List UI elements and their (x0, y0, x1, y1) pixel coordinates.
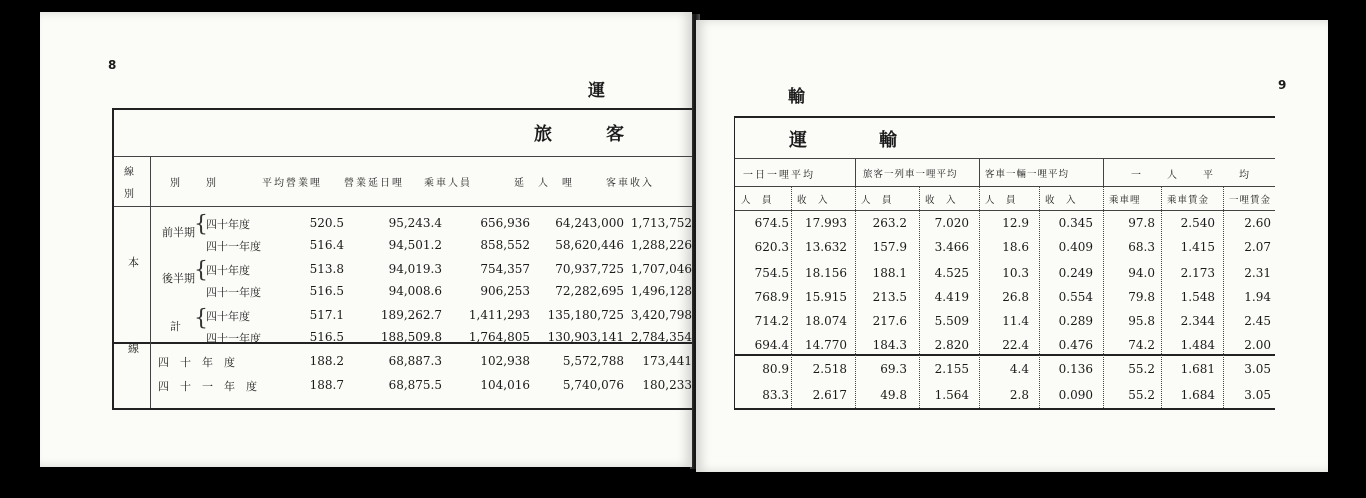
cell-value: 0.476 (1058, 338, 1093, 352)
cell-value: 1.548 (1180, 290, 1215, 304)
cell-value: 0.249 (1058, 266, 1093, 280)
cell-value: 517.1 (309, 308, 344, 322)
cell-value: 188.1 (872, 266, 907, 280)
cell-value: 157.9 (872, 240, 907, 254)
brace: { (194, 212, 208, 237)
col-rule (150, 156, 151, 408)
cell-value: 4.419 (934, 290, 969, 304)
cell-value: 714.2 (754, 314, 789, 328)
cell-value: 754.5 (754, 266, 789, 280)
group-header-per-person: 一 人 平 均 (1131, 170, 1251, 181)
section-title: 旅 客 (534, 124, 624, 145)
cell-value: 1,496,128 (630, 284, 692, 298)
cell-value: 79.8 (1128, 290, 1155, 304)
sub-header: 收 入 (797, 195, 829, 206)
col-rule (1103, 186, 1104, 408)
row-period: 四十年度 (206, 310, 250, 323)
cell-value: 2.617 (812, 388, 847, 402)
subgroup-second-half: 後半期 (162, 272, 195, 285)
sub-header: 人 員 (861, 195, 893, 206)
sub-header: 人 員 (741, 195, 773, 206)
cell-value: 0.090 (1058, 388, 1093, 402)
cell-value: 69.3 (880, 362, 907, 376)
cell-value: 18.074 (805, 314, 847, 328)
sub-header: 收 入 (925, 195, 957, 206)
cell-value: 104,016 (480, 378, 530, 392)
page-number: 9 (1278, 78, 1287, 92)
cell-value: 2.8 (1009, 388, 1029, 402)
cell-value: 2.820 (934, 338, 969, 352)
cell-value: 2.00 (1244, 338, 1271, 352)
cell-value: 94,008.6 (388, 284, 442, 298)
cell-value: 94.0 (1128, 266, 1155, 280)
cell-value: 94,501.2 (388, 238, 442, 252)
cell-value: 49.8 (880, 388, 907, 402)
page-number: 8 (108, 58, 117, 72)
group-rule (979, 158, 980, 186)
col-rule (855, 186, 856, 408)
cell-value: 0.345 (1058, 216, 1093, 230)
cell-value: 68.3 (1128, 240, 1155, 254)
cell-value: 1,764,805 (468, 330, 530, 344)
cell-value: 263.2 (872, 216, 907, 230)
cell-value: 94,019.3 (388, 262, 442, 276)
cell-value: 0.409 (1058, 240, 1093, 254)
cell-value: 97.8 (1128, 216, 1155, 230)
sub-header: 一哩賃金 (1229, 195, 1272, 206)
cell-value: 2.45 (1244, 314, 1271, 328)
row-period: 四 十 年 度 (158, 356, 235, 369)
row-period: 四十一年度 (206, 240, 261, 253)
cell-value: 768.9 (754, 290, 789, 304)
cell-value: 5,740,076 (562, 378, 624, 392)
cell-value: 189,262.7 (380, 308, 442, 322)
brace: { (194, 258, 208, 283)
cell-value: 1,411,293 (468, 308, 530, 322)
cell-value: 3,420,798 (630, 308, 692, 322)
cell-value: 2.540 (1180, 216, 1215, 230)
col-rule (979, 186, 980, 408)
sub-header: 乘車賃金 (1167, 195, 1210, 206)
cell-value: 74.2 (1128, 338, 1155, 352)
cell-value: 22.4 (1002, 338, 1029, 352)
cell-value: 17.993 (805, 216, 847, 230)
cell-value: 64,243,000 (555, 216, 624, 230)
cell-value: 18.6 (1002, 240, 1029, 254)
cell-value: 7.020 (934, 216, 969, 230)
cell-value: 0.136 (1058, 362, 1093, 376)
group-header-car: 客車一輛一哩平均 (985, 169, 1070, 180)
cell-value: 135,180,725 (547, 308, 624, 322)
cell-value: 5,572,788 (562, 354, 624, 368)
col-header-avg-mileage: 平均營業哩 (262, 178, 322, 189)
cell-value: 1,707,046 (630, 262, 692, 276)
cell-value: 1.484 (1180, 338, 1215, 352)
group-divider (735, 354, 1275, 356)
cell-value: 13.632 (805, 240, 847, 254)
left-page (40, 12, 692, 467)
cell-value: 656,936 (480, 216, 530, 230)
cell-value: 95,243.4 (388, 216, 442, 230)
col-header-passengers: 乘車人員 (424, 178, 472, 189)
sub-header: 收 入 (1045, 195, 1077, 206)
cell-value: 95.8 (1128, 314, 1155, 328)
group-rule (1103, 158, 1104, 186)
cell-value: 72,282,695 (555, 284, 624, 298)
col-rule (1223, 186, 1224, 408)
right-page (696, 20, 1328, 472)
group-rule (855, 158, 856, 186)
cell-value: 58,620,446 (555, 238, 624, 252)
cell-value: 1,288,226 (630, 238, 692, 252)
col-header-passenger-miles: 延 人 哩 (514, 178, 574, 189)
cell-value: 2.518 (812, 362, 847, 376)
period-header: 別 別 (170, 178, 218, 189)
cell-value: 3.05 (1244, 388, 1271, 402)
cell-value: 1.684 (1180, 388, 1215, 402)
cell-value: 80.9 (762, 362, 789, 376)
col-rule (1039, 186, 1040, 408)
cell-value: 3.05 (1244, 362, 1271, 376)
cell-value: 2.155 (934, 362, 969, 376)
cell-value: 102,938 (480, 354, 530, 368)
subgroup-total: 計 (170, 320, 181, 333)
cell-value: 0.554 (1058, 290, 1093, 304)
cell-value: 513.8 (309, 262, 344, 276)
group-header-train: 旅客一列車一哩平均 (863, 169, 958, 180)
cell-value: 3.466 (934, 240, 969, 254)
cell-value: 70,937,725 (555, 262, 624, 276)
cell-value: 26.8 (1002, 290, 1029, 304)
cell-value: 2,784,354 (630, 330, 692, 344)
cell-value: 188,509.8 (380, 330, 442, 344)
line-header: 線 別 (124, 167, 134, 200)
cell-value: 173,441 (642, 354, 692, 368)
cell-value: 620.3 (754, 240, 789, 254)
cell-value: 516.5 (309, 330, 344, 344)
cell-value: 2.07 (1244, 240, 1271, 254)
cell-value: 4.4 (1009, 362, 1029, 376)
cell-value: 858,552 (480, 238, 530, 252)
cell-value: 18.156 (805, 266, 847, 280)
cell-value: 55.2 (1128, 388, 1155, 402)
sub-header: 乘車哩 (1109, 195, 1141, 206)
cell-value: 2.31 (1244, 266, 1271, 280)
cell-value: 5.509 (934, 314, 969, 328)
cell-value: 4.525 (934, 266, 969, 280)
cell-value: 11.4 (1002, 314, 1029, 328)
cell-value: 188.7 (309, 378, 344, 392)
sub-header: 人 員 (985, 195, 1017, 206)
col-header-revenue: 客車收入 (606, 178, 654, 189)
cell-value: 180,233 (642, 378, 692, 392)
cell-value: 1.94 (1244, 290, 1271, 304)
cell-value: 906,253 (480, 284, 530, 298)
cell-value: 2.60 (1244, 216, 1271, 230)
cell-value: 184.3 (872, 338, 907, 352)
header-mid-rule (735, 186, 1275, 187)
header-top-rule (114, 156, 692, 157)
cell-value: 130,903,141 (547, 330, 624, 344)
cell-value: 520.5 (309, 216, 344, 230)
cell-value: 188.2 (309, 354, 344, 368)
subgroup-first-half: 前半期 (162, 226, 195, 239)
cell-value: 68,875.5 (388, 378, 442, 392)
cell-value: 10.3 (1002, 266, 1029, 280)
cell-value: 754,357 (480, 262, 530, 276)
col-rule (1161, 186, 1162, 408)
cell-value: 1.415 (1180, 240, 1215, 254)
cell-value: 2.173 (1180, 266, 1215, 280)
row-period: 四十一年度 (206, 332, 261, 345)
cell-value: 0.289 (1058, 314, 1093, 328)
transport-table (734, 116, 1275, 410)
row-period: 四 十 一 年 度 (158, 380, 257, 393)
header-bottom-rule (735, 210, 1275, 211)
section-title: 運 輸 (789, 130, 897, 151)
cell-value: 83.3 (762, 388, 789, 402)
col-rule (919, 186, 920, 408)
row-period: 四十年度 (206, 218, 250, 231)
row-period: 四十一年度 (206, 286, 261, 299)
col-header-daily-mileage: 營業延日哩 (344, 178, 404, 189)
col-rule (791, 186, 792, 408)
cell-value: 694.4 (754, 338, 789, 352)
passenger-table (112, 108, 692, 410)
group-header-daily: 一日一哩平均 (743, 170, 815, 181)
cell-value: 217.6 (872, 314, 907, 328)
cell-value: 14.770 (805, 338, 847, 352)
cell-value: 1.681 (1180, 362, 1215, 376)
header-bottom-rule (114, 206, 692, 207)
cell-value: 55.2 (1128, 362, 1155, 376)
cell-value: 516.4 (309, 238, 344, 252)
page-heading: 輸 (788, 87, 807, 107)
cell-value: 15.915 (805, 290, 847, 304)
cell-value: 213.5 (872, 290, 907, 304)
header-top-rule (735, 158, 1275, 159)
page-heading: 運 (588, 81, 607, 101)
cell-value: 12.9 (1002, 216, 1029, 230)
row-period: 四十年度 (206, 264, 250, 277)
cell-value: 516.5 (309, 284, 344, 298)
cell-value: 68,887.3 (388, 354, 442, 368)
cell-value: 2.344 (1180, 314, 1215, 328)
cell-value: 1.564 (934, 388, 969, 402)
cell-value: 674.5 (754, 216, 789, 230)
cell-value: 1,713,752 (630, 216, 692, 230)
line-group-main: 本 線 (128, 256, 139, 355)
brace: { (194, 306, 208, 331)
